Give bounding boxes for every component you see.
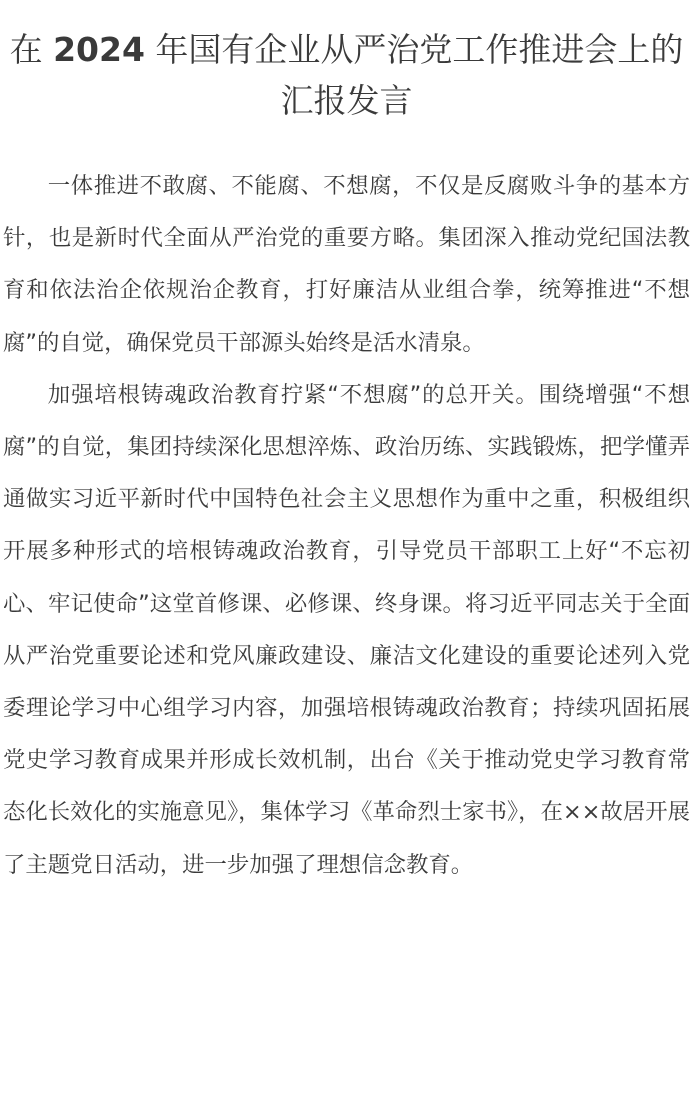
- document-title: [3, 24, 690, 126]
- paragraph-1: 一体推进不敢腐、不能腐、不想腐，不仅是反腐败斗争的基本方针，也是新时代全面从严治党的重要方略。集团深入推动党纪国法教育和依法治企依规治企教育，打好廉洁从业组合拳，统筹推进“不想腐”的自觉，确保党员干部源头始终是活水清泉。: [3, 173, 690, 356]
- title-suffix: 年国有企业从严治党工作推进会上的汇报发言: [155, 30, 684, 120]
- paragraph-2: 加强培根铸魂政治教育拧紧“不想腐”的总开关。围绕增强“不想腐”的自觉，集团持续深化思想淬炼、政治历练、实践锻炼，把学懂弄通做实习近平新时代中国特色社会主义思想作为重中之重，积极组织开展多种形式的培根铸魂政治教育，引导党员干部职工上好“不忘初心、牢记使命”这堂首修课、必修课、终身课。将习近平同志关于全面从严治党重要论述和党风廉政建设、廉洁文化建设的重要论述列入党委理论学习中心组学习内容，加强培根铸魂政治教育；持续巩固拓展党史学习教育成果并形成长效机制，出台《关于推动党史学习教育常态化长效化的实施意见》，集体学习《革命烈士家书》，在××故居开展了主题党日活动，进一步加强了理想信念教育。: [3, 381, 690, 878]
- title-prefix: 在: [9, 30, 43, 69]
- document-body: [3, 160, 690, 891]
- title-year: 2024: [53, 30, 145, 69]
